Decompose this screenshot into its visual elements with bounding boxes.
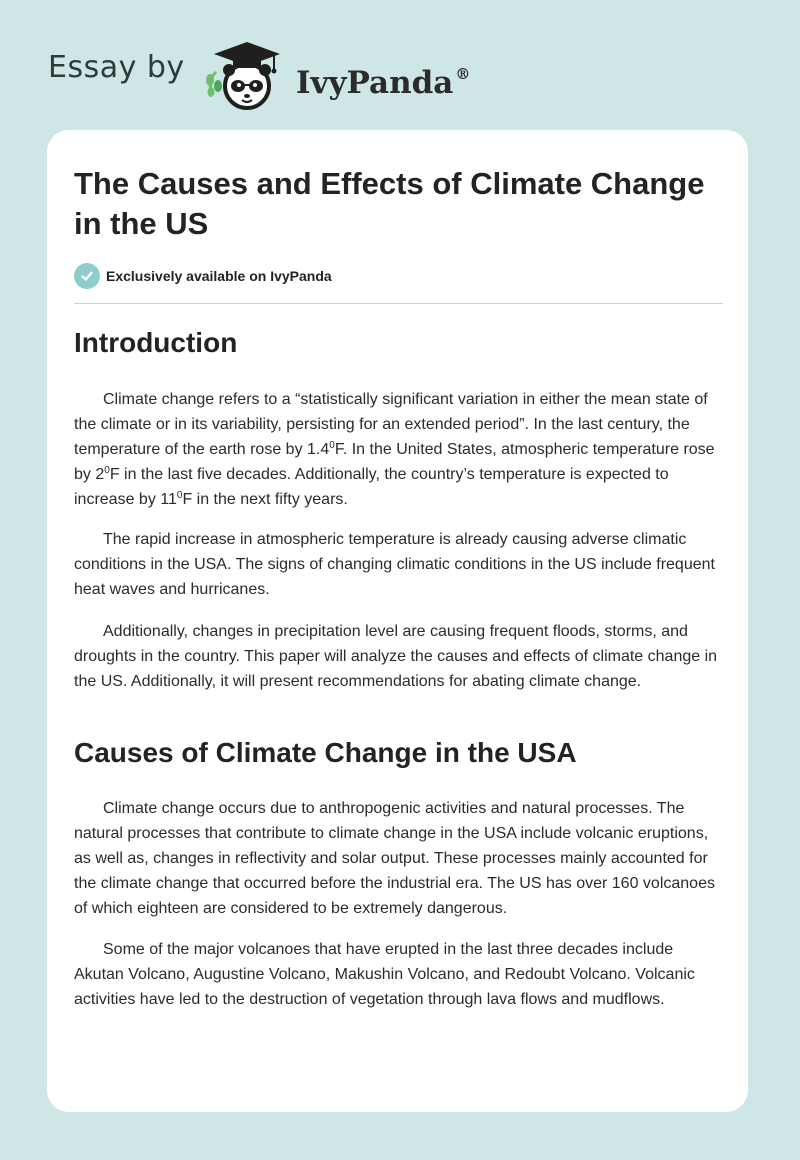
exclusive-badge: [74, 263, 332, 289]
panda-graduation-cap-icon[interactable]: [200, 36, 292, 112]
paragraph-intro-2: The rapid increase in atmospheric temperature is already causing adverse climatic conditions in the USA. The signs of changing climatic conditions in the US include frequent heat waves and hurricanes.: [74, 531, 715, 598]
checkmark-icon: [74, 263, 100, 289]
divider: [74, 303, 723, 304]
brand-name[interactable]: [296, 54, 470, 103]
paragraph-causes-2: Some of the major volcanoes that have erupted in the last three decades include Akutan Volcano, Augustine Volcano, Makushin Volcano, and Redoubt Volcano. Volcanic activities have led to the destruction of vegetation through lava flows and mudflows.: [74, 941, 695, 1008]
brand-label: IvyPanda: [296, 65, 454, 101]
registered-mark: ®: [455, 65, 471, 83]
section-heading-causes: Causes of Climate Change in the USA: [74, 737, 577, 768]
paragraph-intro-3: Additionally, changes in precipitation level are causing frequent floods, storms, and droughts in the country. This paper will analyze the causes and effects of climate change in the US. Additionally, it will present recommendations for abating climate change.: [74, 623, 718, 690]
exclusive-badge-label: Exclusively available on IvyPanda: [106, 268, 332, 284]
paragraph-causes-1: Climate change occurs due to anthropogenic activities and natural processes. The natural processes that contribute to climate change in the USA include volcanic eruptions, as well as, changes in reflectivity and solar output. These processes mainly accounted for the climate change that occurred before the industrial era. The US has over 160 volcanoes of which eighteen are considered to be extremely dangerous.: [74, 800, 715, 917]
site-header: [0, 0, 800, 130]
article-card: [47, 130, 748, 1112]
section-heading-introduction: Introduction: [74, 327, 238, 358]
article-title: The Causes and Effects of Climate Change in the US: [74, 166, 705, 241]
paragraph-intro-1: Climate change refers to a “statistically significant variation in either the mean state of the climate or in its variability, persisting for an extended period”. In the last century, the temperature of the earth rose by $1.4^0F$. In the United States, atmospheric temperature rose by $2^0F$ in the last five decades. Additionally, the country’s temperature is expected to increase by $11^0F$ in the next fifty years.: [74, 391, 715, 508]
essay-by-label: Essay by: [48, 50, 185, 85]
